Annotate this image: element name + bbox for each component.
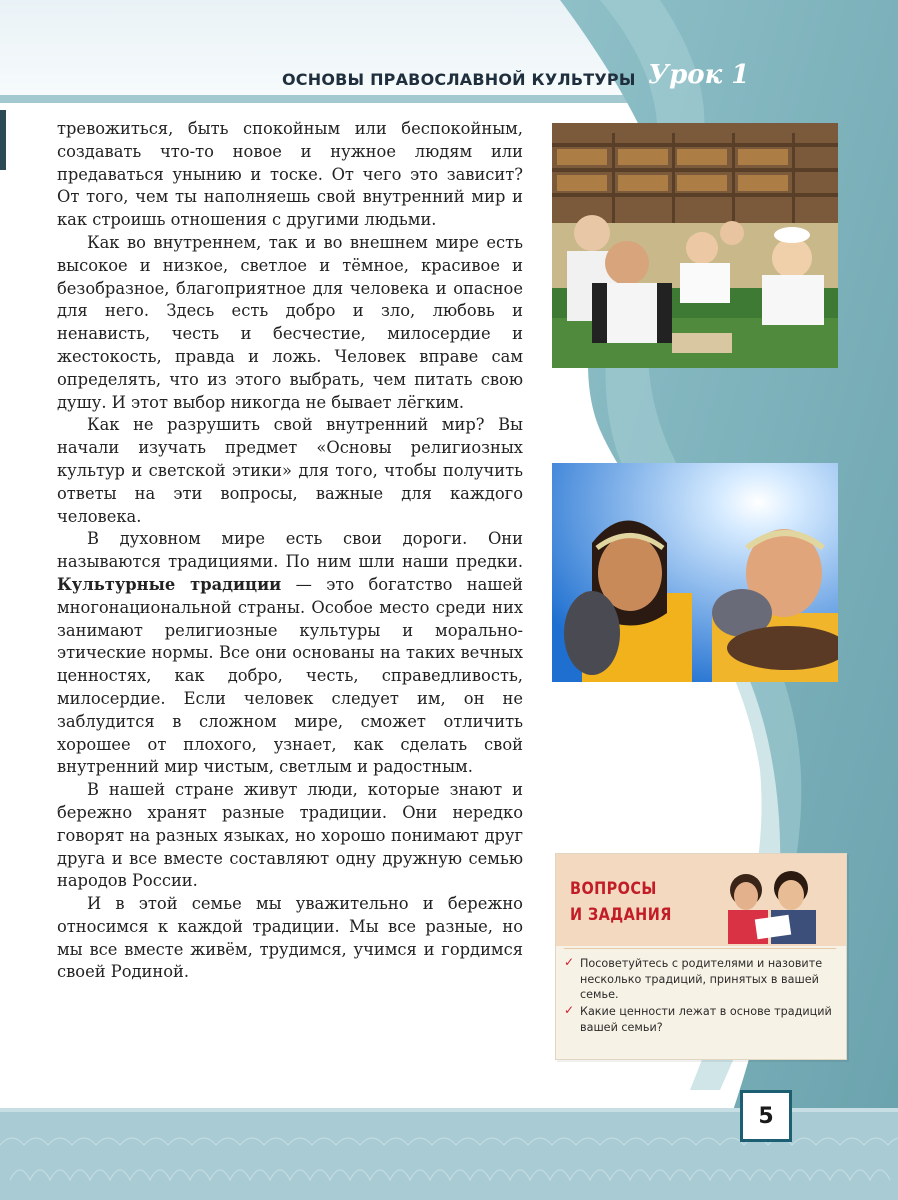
questions-header [556, 854, 846, 946]
question-text: Посоветуйтесь с родителями и назовите несколько традиций, принятых в вашей семье. [580, 957, 823, 1001]
classroom-photo [552, 123, 838, 368]
subject-header: ОСНОВЫ ПРАВОСЛАВНОЙ КУЛЬТУРЫ [282, 70, 636, 89]
check-icon: ✓ [564, 1003, 575, 1017]
paragraph: Как не разрушить свой внутренний мир? Вы начали изучать предмет «Основы религиозных культур и светской этики» для того, чтобы получить ответы на эти вопросы, важные для каждого человека. [57, 415, 523, 526]
main-text [57, 118, 523, 984]
questions-title-line1: ВОПРОСЫ [570, 879, 657, 899]
paragraph [57, 528, 523, 779]
questions-box [555, 853, 847, 1060]
questions-divider [564, 948, 836, 949]
question-item [564, 1003, 838, 1035]
questions-title [570, 876, 672, 928]
children-with-doves-photo [552, 463, 838, 682]
paragraph: В нашей стране живут люди, которые знают и бережно хранят разные традиции. Они нередко говорят на разных языках, но хорошо понимают друг друга и все вместе составляют одну дружную семью народов России. [57, 780, 523, 891]
question-text: Какие ценности лежат в основе традиций вашей семьи? [580, 1005, 832, 1034]
page-number: 5 [740, 1090, 792, 1142]
paragraph: И в этой семье мы уважительно и бережно относимся к каждой традиции. Мы все разные, но мы все вместе живём, трудимся, учимся и гордимся своей Родиной. [57, 894, 523, 982]
questions-title-line2: И ЗАДАНИЯ [570, 905, 672, 925]
paragraph-part: — это богатство нашей многонациональной страны. Особое место среди них занимают религиозные культуры и морально-этические нормы. Все они основаны на таких вечных ценностях, как добро, честь, справедливость, милосердие. Если человек следует им, он не заблудится в сложном мире, сможет отличить хорошее от плохого, узнает, как сделать свой внутренний мир чистым, светлым и радостным. [57, 574, 523, 777]
paragraph: Как во внутреннем, так и во внешнем мире есть высокое и низкое, светлое и тёмное, красивое и безобразное, благоприятное для человека и опасное для него. Здесь есть добро и зло, любовь и ненависть, честь и бесчестие, милосердие и жестокость, правда и ложь. Человек вправе сам определять, что из этого выбрать, чем питать свою душу. И этот выбор никогда не бывает лёгким. [57, 232, 523, 412]
paragraph: тревожиться, быть спокойным или беспокойным, создавать что-то новое и нужное людям или предаваться унынию и тоске. От чего это зависит? От того, чем ты наполняешь свой внутренний мир и как строишь отношения с другими людьми. [57, 119, 523, 230]
question-item [564, 955, 838, 1003]
check-icon: ✓ [564, 955, 575, 969]
reading-children-illustration [716, 862, 826, 944]
lesson-label: Урок 1 [648, 60, 750, 90]
bold-term: Культурные традиции [57, 574, 282, 594]
paragraph-part: В духовном мире есть свои дороги. Они называются традициями. По ним шли наши предки. [57, 529, 523, 572]
